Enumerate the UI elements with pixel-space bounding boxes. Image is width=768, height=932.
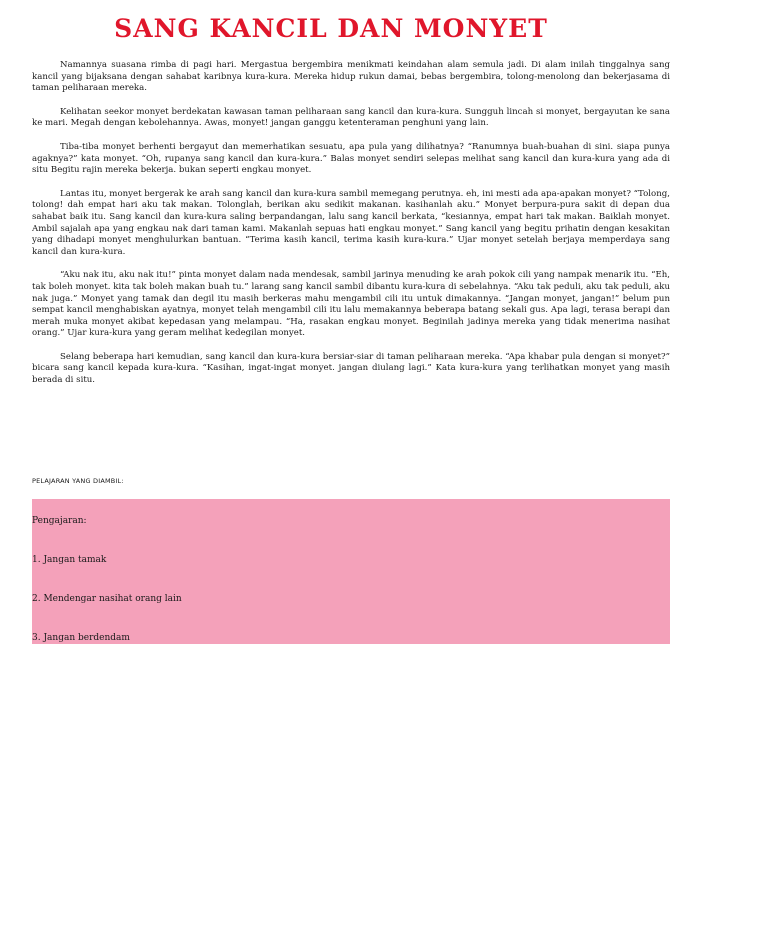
lesson-heading: Pengajaran: (32, 516, 87, 526)
story-body (32, 60, 670, 387)
story-paragraph-1: Namannya suasana rimba di pagi hari. Mergastua bergembira menikmati keindahan alam semula jadi. Di alam inilah tinggalnya sang kancil yang bijaksana dengan sahabat karibnya kura-kura. Mereka hidup rukun damai, bebas bergembira, tolong-menolong dan bekerjasama di taman peliharaan mereka. (32, 60, 670, 94)
story-paragraph-5: “Aku nak itu, aku nak itu!” pinta monyet dalam nada mendesak, sambil jarinya menuding ke arah pokok cili yang nampak menarik itu. “Eh, tak boleh monyet. kita tak boleh makan buah tu.” larang sang kancil sambil dibantu kura-kura di sebelahnya. “Aku tak peduli, aku tak peduli, aku nak juga.” Monyet yang tamak dan degil itu masih berkeras mahu mengambil cili itu untuk dimakannya. “Jangan monyet, jangan!” belum pun sempat kancil menghabiskan ayatnya, monyet telah mengambil cili itu lalu memakannya beberapa batang sekali gus. Apa lagi, terasa berapi dan merah muka monyet akibat kepedasan yang melampau. “Ha, rasakan engkau monyet. Beginilah jadinya mereka yang tidak menerima nasihat orang.” Ujar kura-kura yang geram melihat kedegilan monyet. (32, 270, 670, 339)
lesson-item-3: 3. Jangan berdendam (32, 633, 130, 643)
lesson-item-1: 1. Jangan tamak (32, 555, 107, 565)
document-page (32, 0, 670, 643)
story-paragraph-6: Selang beberapa hari kemudian, sang kancil dan kura-kura bersiar-siar di taman peliharaan mereka. “Apa khabar pula dengan si monyet?” bicara sang kancil kepada kura-kura. “Kasihan, ingat-ingat monyet. jangan diulang lagi.” Kata kura-kura yang terlihatkan monyet yang masih berada di situ. (32, 351, 670, 386)
story-paragraph-3: Tiba-tiba monyet berhenti bergayut dan memerhatikan sesuatu, apa pula yang dilihatnya? “Ranumnya buah-buahan di sini. siapa punya agaknya?” kata monyet. “Oh, rupanya sang kancil dan kura-kura.” Balas monyet sendiri selepas melihat sang kancil dan kura-kura yang ada di situ Begitu rajin mereka bekerja. bukan seperti engkau monyet. (32, 141, 670, 176)
story-paragraph-4: Lantas itu, monyet bergerak ke arah sang kancil dan kura-kura sambil memegang perutnya. eh, ini mesti ada apa-apakan monyet? “Tolong, tolong! dah empat hari aku tak makan. Tolonglah, berikan aku sedikit makanan. kasihanlah aku.” Monyet berpura-pura sakit di depan dua sahabat baik itu. Sang kancil dan kura-kura saling berpandangan, lalu sang kancil berkata, “kesiannya, empat hari tak makan. Baiklah monyet. Ambil sajalah apa yang engkau nak dari taman kami. Makanlah sepuas hati engkau monyet.” Sang kancil yang begitu prihatin dengan kesakitan yang dihadapi monyet menghulurkan bantuan. “Terima kasih kancil, terima kasih kura-kura.” Ujar monyet setelah berjaya memperdaya sang kancil dan kura-kura. (32, 188, 670, 257)
lesson-item-2: 2. Mendengar nasihat orang lain (32, 594, 182, 604)
lesson-box (32, 499, 670, 644)
story-title: SANG KANCIL DAN MONYET (114, 14, 548, 43)
story-paragraph-2: Kelihatan seekor monyet berdekatan kawasan taman peliharaan sang kancil dan kura-kura. Sungguh lincah si monyet, bergayutan ke sana ke mari. Megah dengan kebolehannya. Awas, monyet! jangan ganggu ketenteraman penghuni yang lain. (32, 106, 670, 129)
lesson-label: PELAJARAN YANG DIAMBIL: (32, 477, 124, 485)
